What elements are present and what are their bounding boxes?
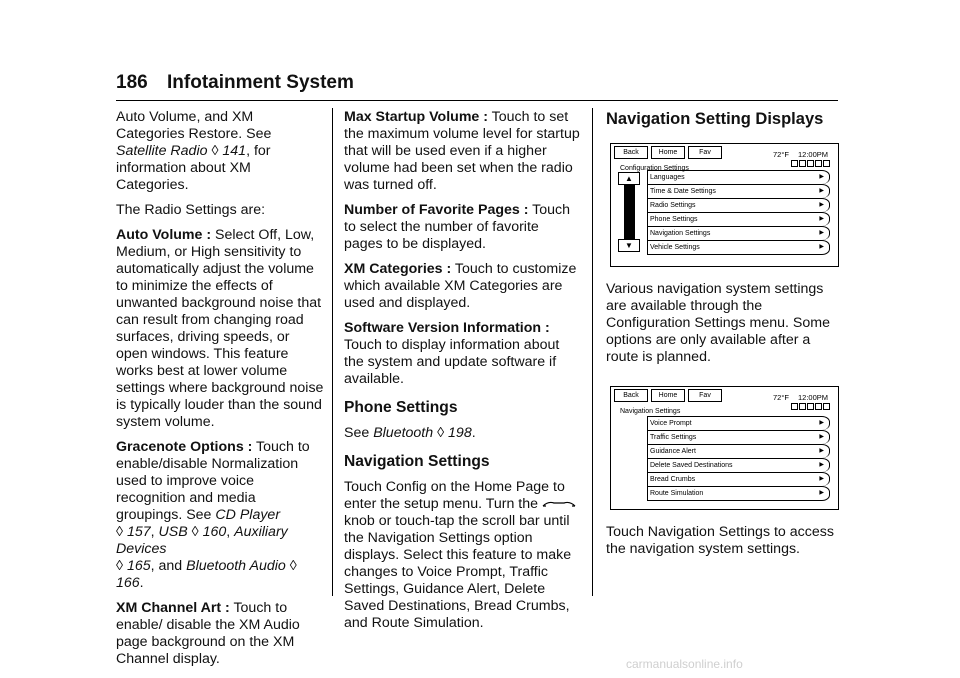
home-button[interactable]: Home <box>651 146 685 159</box>
page-header <box>116 70 838 100</box>
column-1 <box>116 109 324 676</box>
menu-item[interactable]: Languages ▶ <box>647 170 830 184</box>
chevron-right-icon: ▶ <box>819 420 824 426</box>
chevron-right-icon: ▶ <box>819 462 824 468</box>
temperature: 72°F <box>773 393 789 402</box>
scroll-up-icon[interactable]: ▲ <box>618 172 640 185</box>
chevron-right-icon: ▶ <box>819 230 824 236</box>
caption-configuration: Various navigation system settings are available through the Configuration Settings menu. Some options are only available after a route is planned. <box>606 281 830 365</box>
paragraph-navigation-settings: Touch Config on the Home Page to enter the setup menu. Turn the knob or touch-tap the scroll bar until the Navigation Settings option displays. Select this feature to make changes to Voice Prompt, Traffic Settings, Guidance Alert, Delete Saved Destinations, Bread Crumbs, and Route Simulation. <box>344 479 580 632</box>
fav-button[interactable]: Fav <box>688 389 722 402</box>
status-icon <box>799 160 806 167</box>
column-divider-2 <box>592 108 593 596</box>
menu-item[interactable]: Voice Prompt ▶ <box>647 416 830 430</box>
menu-item[interactable]: Phone Settings ▶ <box>647 212 830 226</box>
paragraph-phone-see: See Bluetooth ◊ 198. <box>344 425 476 441</box>
menu-item[interactable]: Radio Settings ▶ <box>647 198 830 212</box>
menu-item[interactable]: Bread Crumbs ▶ <box>647 472 830 486</box>
configuration-settings-screen <box>610 143 839 267</box>
scroll-track[interactable] <box>624 185 635 239</box>
heading-phone-settings: Phone Settings <box>344 399 458 416</box>
status-icon <box>823 403 830 410</box>
status-icons <box>791 160 830 167</box>
column-2 <box>344 109 580 640</box>
chevron-right-icon: ▶ <box>819 174 824 180</box>
paragraph-xm-categories: XM Categories : Touch to customize which available XM Categories are used and displayed. <box>344 261 577 311</box>
paragraph-radio-settings: The Radio Settings are: <box>116 202 266 218</box>
link-satellite-radio[interactable]: Satellite Radio <box>116 143 208 159</box>
status-icon <box>791 160 798 167</box>
chevron-right-icon: ▶ <box>819 202 824 208</box>
menu-item[interactable]: Traffic Settings ▶ <box>647 430 830 444</box>
screen-subtitle: Configuration Settings <box>620 165 689 172</box>
back-button[interactable]: Back <box>614 146 648 159</box>
link-bluetooth-audio[interactable]: Bluetooth Audio <box>186 558 286 574</box>
page-title: Infotainment System <box>167 72 354 93</box>
status-icon <box>823 160 830 167</box>
status-icon <box>799 403 806 410</box>
config-menu <box>647 170 830 255</box>
paragraph-favorite-pages: Number of Favorite Pages : Touch to select the number of favorite pages to be displayed. <box>344 202 571 252</box>
chevron-right-icon: ▶ <box>819 244 824 250</box>
chevron-right-icon: ▶ <box>819 476 824 482</box>
watermark: carmanualsonline.info <box>626 657 743 671</box>
fav-button[interactable]: Fav <box>688 146 722 159</box>
link-auxiliary-devices[interactable]: Auxiliary Devices <box>116 524 288 557</box>
temperature: 72°F <box>773 150 789 159</box>
home-button[interactable]: Home <box>651 389 685 402</box>
menu-item[interactable]: Navigation Settings ▶ <box>647 226 830 240</box>
navigation-menu <box>647 416 830 501</box>
status-icon <box>807 160 814 167</box>
paragraph-gracenote: Gracenote Options : Touch to enable/disable Normalization used to improve voice recognition and media groupings. See CD Player ◊ 157, USB ◊ 160, Auxiliary Devices ◊ 165, and Bluetooth Audio ◊ 166. <box>116 439 310 591</box>
chevron-right-icon: ▶ <box>819 434 824 440</box>
menu-item[interactable]: Delete Saved Destinations ▶ <box>647 458 830 472</box>
chevron-right-icon: ▶ <box>819 448 824 454</box>
header-rule <box>116 100 838 101</box>
chevron-right-icon: ▶ <box>819 188 824 194</box>
back-button[interactable]: Back <box>614 389 648 402</box>
caption-navigation: Touch Navigation Settings to access the navigation system settings. <box>606 524 834 557</box>
menu-item[interactable]: Vehicle Settings ▶ <box>647 240 830 255</box>
status-icons <box>791 403 830 410</box>
status-icon <box>791 403 798 410</box>
menu-item[interactable]: Guidance Alert ▶ <box>647 444 830 458</box>
chevron-right-icon: ▶ <box>819 216 824 222</box>
tune-knob-icon <box>542 500 576 508</box>
scroll-bar[interactable] <box>618 172 640 252</box>
status-icon <box>807 403 814 410</box>
scroll-down-icon[interactable]: ▼ <box>618 239 640 252</box>
navigation-settings-screen <box>610 386 839 510</box>
clock: 12:00PM <box>798 150 829 159</box>
heading-navigation-setting-displays: Navigation Setting Displays <box>606 110 824 128</box>
status-icon <box>815 160 822 167</box>
paragraph-software-version: Software Version Information : Touch to display information about the system and update software if available. <box>344 320 560 387</box>
link-bluetooth[interactable]: Bluetooth <box>373 425 434 441</box>
menu-item[interactable]: Time & Date Settings ▶ <box>647 184 830 198</box>
paragraph-intro: Auto Volume, and XM Categories Restore. See Satellite Radio ◊ 141, for information about XM Categories. <box>116 109 272 193</box>
link-usb[interactable]: USB <box>158 524 188 540</box>
screen-subtitle: Navigation Settings <box>620 408 681 415</box>
paragraph-auto-volume: Auto Volume : Select Off, Low, Medium, or High sensitivity to automatically adjust the volume to minimize the effects of unwanted background noise that can result from changing road surfaces, driving speeds, or open windows. This feature works best at lower volume settings where background noise is typically louder than the sound system volume. <box>116 227 324 430</box>
page-number: 186 <box>116 72 148 93</box>
paragraph-max-startup-volume: Max Startup Volume : Touch to set the maximum volume level for startup that will be used even if a higher volume had been set when the radio was turned off. <box>344 109 580 193</box>
heading-navigation-settings: Navigation Settings <box>344 453 490 470</box>
status-icon <box>815 403 822 410</box>
menu-item[interactable]: Route Simulation ▶ <box>647 486 830 501</box>
paragraph-xm-channel-art: XM Channel Art : Touch to enable/ disable the XM Audio page background on the XM Channel display. <box>116 600 300 667</box>
link-cd-player[interactable]: CD Player <box>215 507 281 523</box>
column-3 <box>606 109 840 566</box>
column-divider-1 <box>332 108 333 596</box>
chevron-right-icon: ▶ <box>819 490 824 496</box>
clock: 12:00PM <box>798 393 829 402</box>
page-ref[interactable]: 141 <box>222 143 247 159</box>
